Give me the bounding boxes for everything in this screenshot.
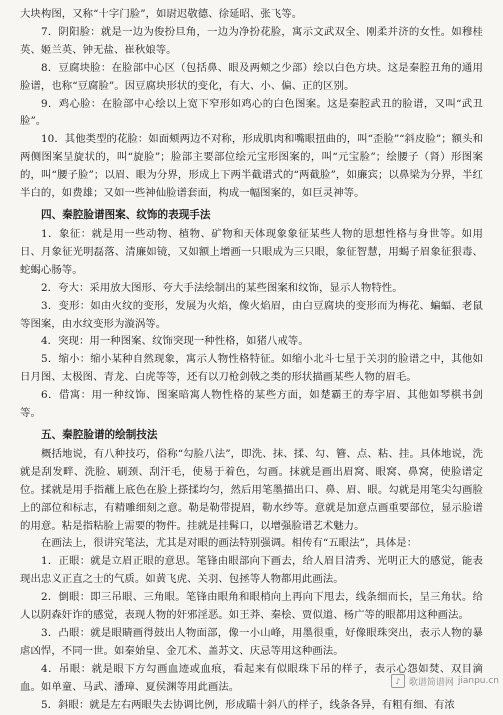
paragraph-bulging-eye: 3．凸眼：就是眼睛画得鼓出人物面部，像一小山峰，用墨很重，好像眼珠突出，表示人物的暴虐凶悍，不同一世。如秦始皇、金兀术、盖苏文、庆忌等用这种画法。 [20, 627, 483, 657]
paragraph-five-eyes-intro: 在画法上，很讲究笔法，尤其是对眼的画法特别强调。相传有“五眼法”，具体是： [41, 537, 418, 550]
section-heading-4: 四、秦腔脸谱图案、纹饰的表现手法 [41, 208, 211, 221]
paragraph-miniaturization: 5．缩小：缩小某种自然现象，寓示人物性格特征。如缩小北斗七星于关羽的脸谱之中，其他如日月图、太极图、青龙、白虎等等，还有以刀枪剑戟之类的形状描画某些人物的眉毛。 [20, 353, 483, 384]
watermark [391, 674, 499, 688]
watermark-site-name: 歌谱简谱网 [408, 677, 454, 688]
paragraph-exaggeration: 2．夸大：采用放大图形、夸大手法绘制出的某些图案和纹饰，显示人物特性。 [41, 281, 403, 294]
music-note-icon: ♪ [391, 674, 405, 688]
paragraph-tofu-block-face: 8．豆腐块脸：在脸部中心区（包括鼻、眼及两颊之少部）绘以白色方块。这是秦腔丑角的通用脸谱，也称“豆腐脸”。因豆腐块形状的变化，有大、小、偏、正的区别。 [20, 61, 483, 92]
paragraph-allusion: 6．借寓：用一种纹饰、图案暗寓人物性格的某些方面，如楚霸王的寿字眉、其他如琴棋书剑等。 [20, 389, 483, 420]
paragraph-deformation: 3．变形：如由火纹的变形，发展为火焰，像火焰眉，由白豆腐块的变形而为梅花、蝙蝠、老鼠等图案，由水纹变形为漩涡等。 [20, 299, 483, 330]
paragraph-emphasis: 4．突现：用一种图案、纹饰突现一种性格，如猪八戒等。 [41, 335, 309, 348]
paragraph-upright-eye: 1．正眼：就是立眉正眼的意思。笔锋由眼部向下画去，给人眉目清秀、光明正大的感觉，能表现出忠义正直之士的气质。如黄飞虎、关羽、包拯等人物都用此画法。 [20, 555, 483, 586]
paragraph-hanging-eye: 4．吊眼：就是眼下方勾画血迹或血痕，看起来有似眼珠下吊的样子，表示心怨如焚、双目滴血。如单童、马武、潘璋、夏侯渊等用此画法。 [20, 662, 483, 693]
paragraph-yinyang-face: 7．阴阳脸：就是一边为俊扮旦角，一边为净扮花脸，寓示文武双全、刚柔并济的女性。如穆桂英、姬兰英、钟无盐、崔秋娘等。 [20, 25, 483, 56]
paragraph-other-faces: 10．其他类型的花脸：如面颊两边不对称，形成肌肉和嘴眼扭曲的，叫“歪脸”“斜皮脸”；额头和两侧图案呈旋状的，叫“旋脸”；脸部主要部位绘元宝形图案的，叫“元宝脸”；绘腰子（肾）形图案的，叫“腰子脸”；以眉、眼为分界，形成上下两半截谱式的“两截脸”，如廉宾；以鼻梁为分界，半红半白的，如费雄；又如一些神仙脸谱套面，构成一幅图案的，如巨灵神等。 [20, 133, 483, 200]
section-heading-5: 五、秦腔脸谱的绘制技法 [41, 428, 158, 441]
watermark-domain: jianpu.cn [457, 676, 499, 686]
paragraph-continuation: 大块构图，又称“十字门脸”，如尉迟敬德、徐延昭、张飞等。 [20, 8, 303, 20]
paragraph-chicken-heart-face: 9．鸡心脸：在脸部中心绘以上宽下窄形如鸡心的白色图案。这是秦腔武丑的脸谱，又叫“武丑脸”。 [20, 97, 483, 128]
paragraph-slanted-eye: 5．斜眼：就是左右两眼失去协调比例，形成瞄十斜八的样子，线条各异，有粗有细、有浓 [41, 698, 455, 711]
paragraph-eight-techniques: 概括地说，有八种技巧，俗称“勾脸八法”，即洗、抹、揉、勾、簪、点、粘、挂。具体地说，洗就是刮发畔、洗脸、刷颈、刮汗毛，使易于着色，勾画。抹就是画出眉窝、眼窝、鼻窝，使脸谱定位。揉就是用手指蘸上底色在脸上搽揉均匀，然后用笔墨描出口、鼻、眉、眼。勾就是用笔尖勾画脸上的部位和标志，有精雕细刻之意。勒是勒带提眉，勒水纱等。意就是加意点画重要部位，显示脸谱的用意。粘是指粘脸上需要的物件。挂就是挂髯口，以增强脸谱艺术魅力。 [20, 447, 483, 532]
paragraph-inverted-eye: 2．倒眼：即三吊眼、三角眼。笔锋由眼角和眼梢向上再向下甩去，线条细而长，呈三角状。给人以阴森奸诈的感觉，表现人物的奸邪淫恶。如王莽、秦桧、贾似道、杨广等的眼都用这种画法。 [20, 591, 483, 622]
paragraph-symbolism: 1．象征：就是用一些动物、植物、矿物和天体现象象征某些人物的思想性格与身世等。如用日、月象征光明磊落、清廉如镜，又如额上增画一只眼成为三只眼，象征智慧，用蝎子眉象征狠毒、蛇蝎心肠等。 [20, 227, 483, 276]
